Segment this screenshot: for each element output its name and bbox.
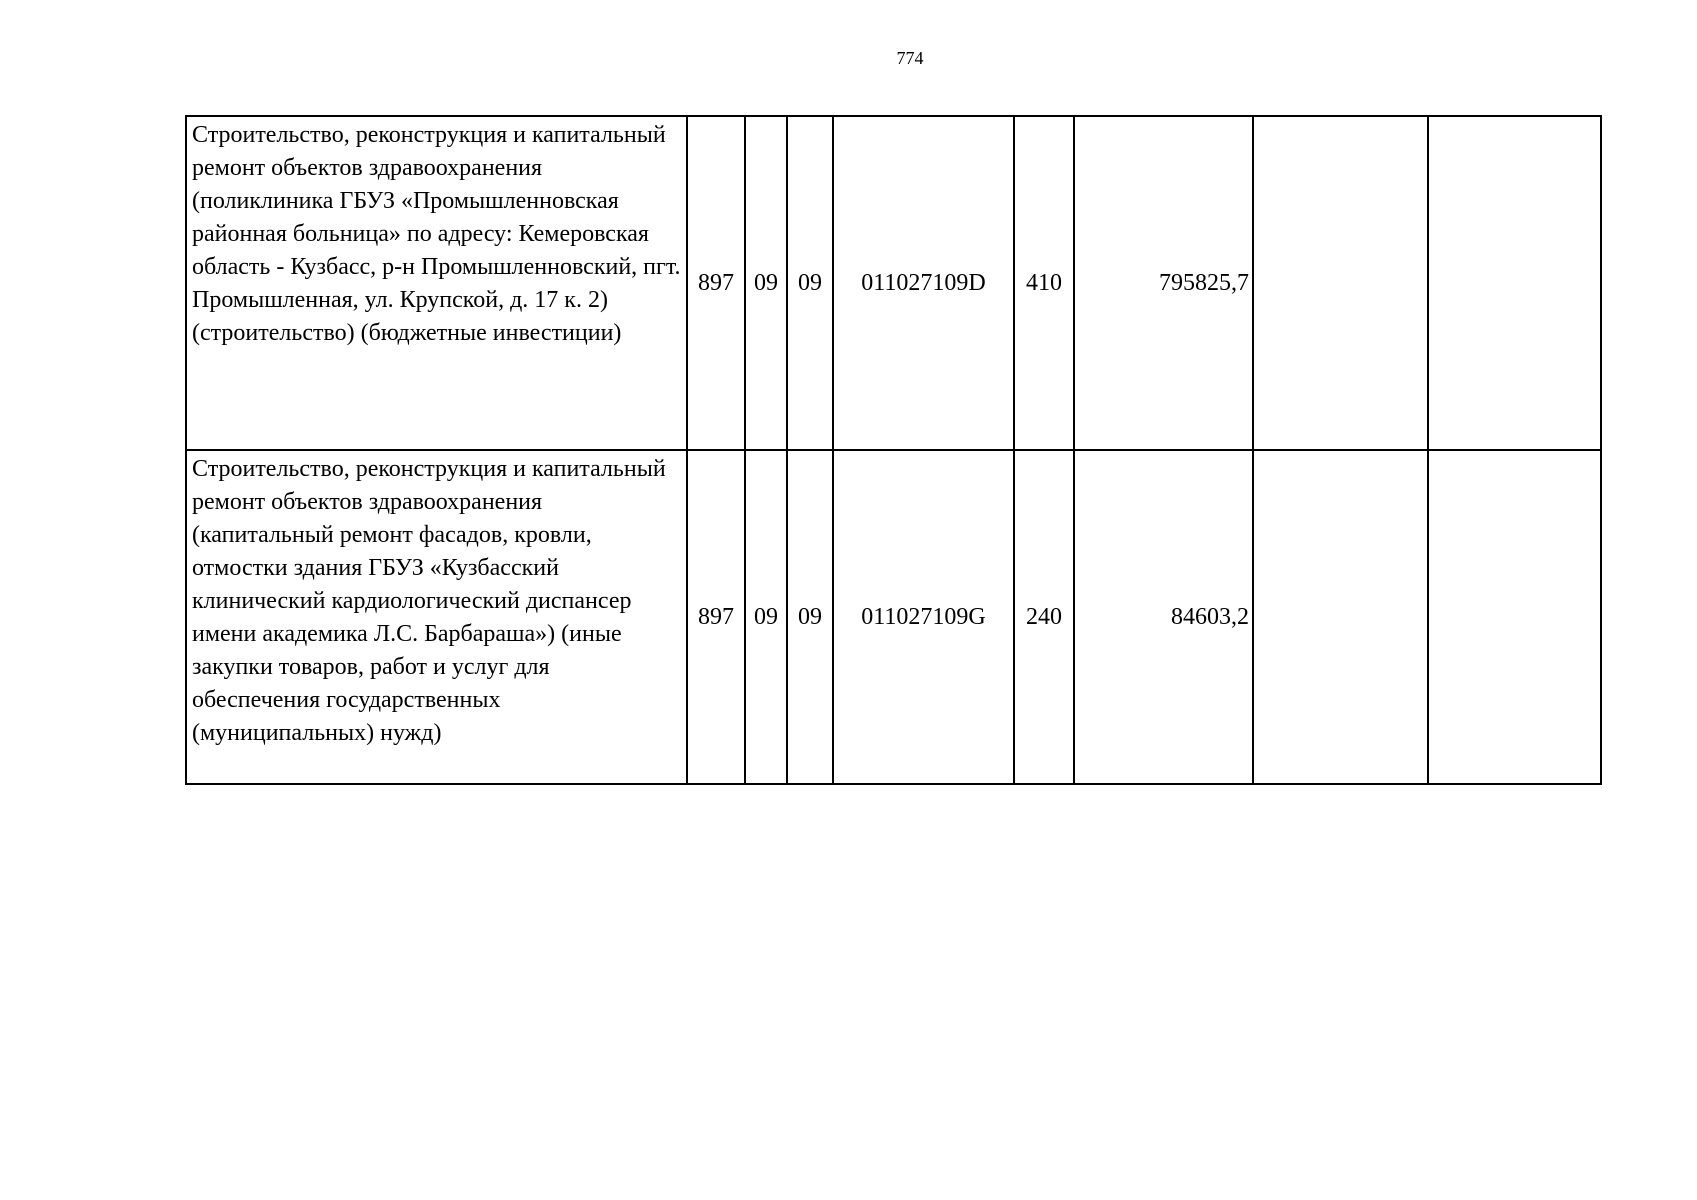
cell-target-article: 011027109G [833,450,1014,784]
cell-amount-3 [1428,450,1601,784]
cell-amount: 795825,7 [1074,116,1253,450]
cell-subsection: 09 [787,116,833,450]
cell-section: 09 [745,450,787,784]
cell-description: Строительство, реконструкция и капитальный ремонт объектов здравоохранения (поликлиника ГБУЗ «Промышленновская районная больница» по адресу: Кемеровская область - Кузбасс, р-н Промышленновский, пгт. Промышленная, ул. Крупской, д. 17 к. 2) (строительство) (бюджетные инвестиции) [186,116,687,450]
table-row [186,450,1601,784]
cell-amount-3 [1428,116,1601,450]
cell-amount-2 [1253,116,1428,450]
cell-amount: 84603,2 [1074,450,1253,784]
table-row [186,116,1601,450]
cell-ministry-code: 897 [687,116,745,450]
cell-section: 09 [745,116,787,450]
cell-subsection: 09 [787,450,833,784]
budget-table [185,115,1602,785]
cell-description: Строительство, реконструкция и капитальный ремонт объектов здравоохранения (капитальный ремонт фасадов, кровли, отмостки здания ГБУЗ «Кузбасский клинический кардиологический диспансер имени академика Л.С. Барбараша») (иные закупки товаров, работ и услуг для обеспечения государственных (муниципальных) нужд) [186,450,687,784]
cell-expense-type: 240 [1014,450,1074,784]
cell-amount-2 [1253,450,1428,784]
cell-expense-type: 410 [1014,116,1074,450]
cell-target-article: 011027109D [833,116,1014,450]
page-number: 774 [896,48,924,68]
cell-ministry-code: 897 [687,450,745,784]
